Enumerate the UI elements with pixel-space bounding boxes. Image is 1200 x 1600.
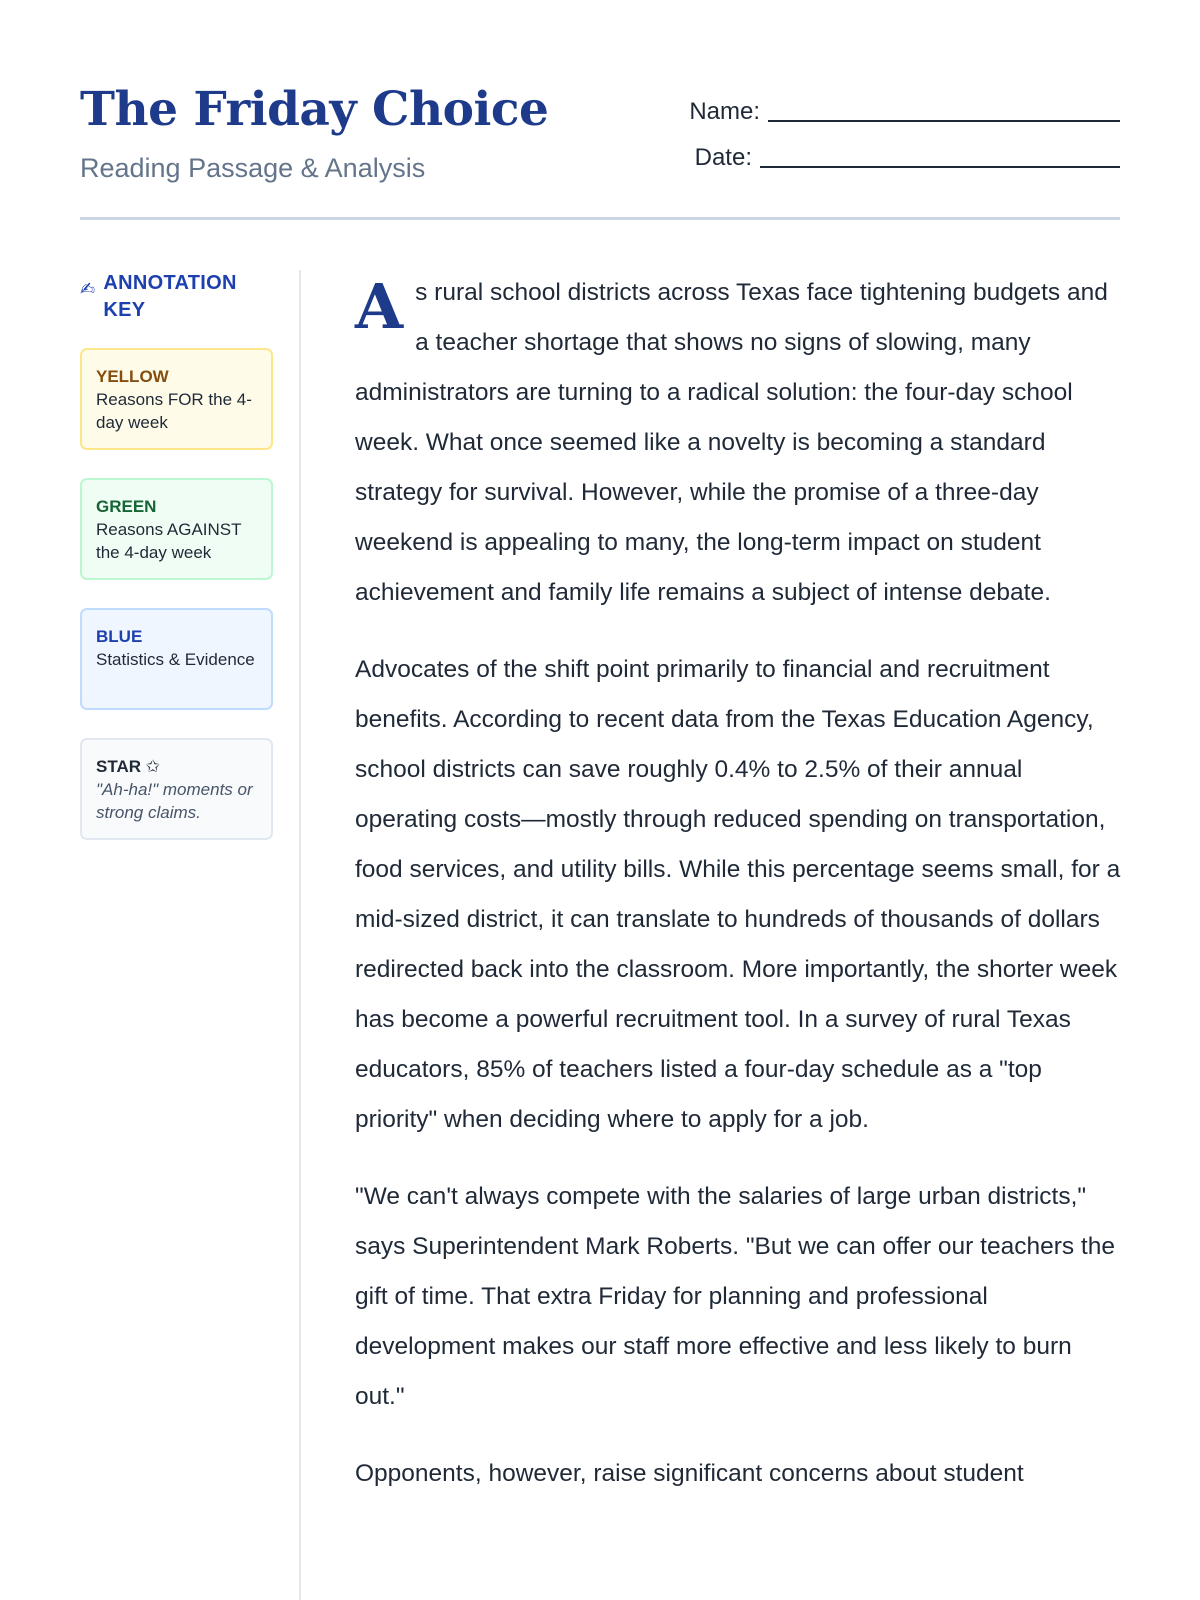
name-label: Name:: [689, 98, 760, 125]
key-card-label: BLUE: [96, 627, 143, 646]
annotation-key-title: ANNOTATION KEY: [103, 272, 237, 321]
paragraph-text: s rural school districts across Texas face tightening budgets and a teacher shortage that shows no signs of slowing, many administrators are turning to a radical solution: the four-day school week. What once seemed like a novelty is becoming a standard strategy for survival. However, while the promise of a three-day weekend is appealing to many, the long-term impact on student achievement and family life remains a subject of intense debate.: [355, 279, 1108, 606]
date-field[interactable]: [695, 144, 1120, 172]
passage-paragraph: Opponents, however, raise significant concerns about student: [355, 1460, 1024, 1487]
worksheet-header: [80, 80, 1120, 220]
page-title: The Friday Choice: [80, 82, 549, 137]
key-card-label: YELLOW: [96, 367, 169, 386]
passage-paragraph: Advocates of the shift point primarily to financial and recruitment benefits. According to recent data from the Texas Education Agency, school districts can save roughly 0.4% to 2.5% of their annual operating costs—mostly through reduced spending on transportation, food services, and utility bills. While this percentage seems small, for a mid-sized district, it can translate to hundreds of thousands of dollars redirected back into the classroom. More importantly, the shorter week has become a powerful recruitment tool. In a survey of rural Texas educators, 85% of teachers listed a four-day schedule as a "top priority" when deciding where to apply for a job.: [355, 656, 1121, 1133]
date-blank-line[interactable]: [760, 166, 1120, 168]
key-card-yellow: [80, 348, 273, 450]
annotation-key-sidebar: [80, 270, 273, 868]
key-card-description: Reasons FOR the 4-day week: [96, 390, 252, 432]
drop-cap: A: [355, 270, 404, 343]
column-divider: [299, 270, 301, 1600]
page-subtitle: Reading Passage & Analysis: [80, 153, 426, 183]
key-card-green: [80, 478, 273, 580]
name-field[interactable]: [689, 98, 1120, 126]
key-card-star: [80, 738, 273, 840]
key-card-label: STAR ✩: [96, 757, 160, 776]
name-blank-line[interactable]: [768, 120, 1120, 122]
key-card-description: Reasons AGAINST the 4-day week: [96, 520, 242, 562]
key-card-description: "Ah-ha!" moments or strong claims.: [96, 780, 253, 822]
pen-icon: ✍: [80, 279, 96, 300]
passage-paragraph: [355, 268, 1125, 618]
annotation-key-heading: [80, 270, 273, 324]
reading-passage: [355, 268, 1125, 1526]
key-card-blue: [80, 608, 273, 710]
key-card-label: GREEN: [96, 497, 157, 516]
passage-paragraph: "We can't always compete with the salaries of large urban districts," says Superintendent Mark Roberts. "But we can offer our teachers the gift of time. That extra Friday for planning and professional development makes our staff more effective and less likely to burn out.": [355, 1183, 1115, 1410]
date-label: Date:: [694, 144, 752, 171]
key-card-description: Statistics & Evidence: [96, 650, 255, 669]
